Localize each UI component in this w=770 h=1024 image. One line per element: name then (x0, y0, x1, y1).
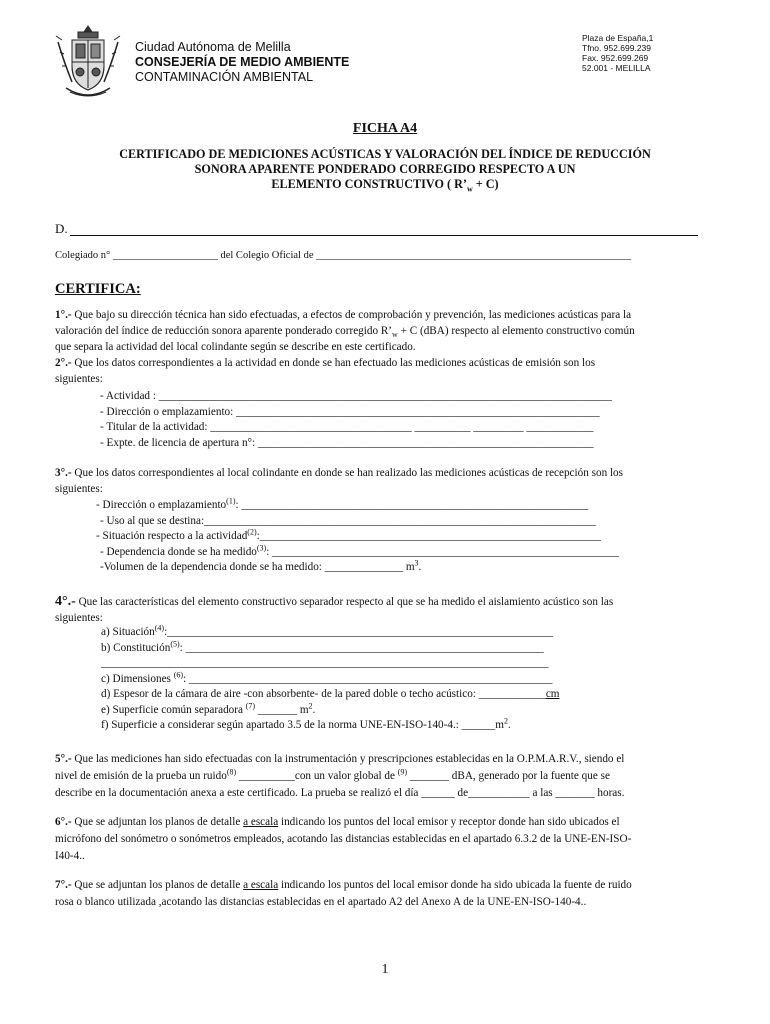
constitucion-field-2[interactable]: ________________________________________________________________________________ (101, 657, 549, 669)
situacion-elemento-field[interactable]: a) Situación$^{(4)}$:_____________________________________________________________________ (101, 623, 554, 638)
ficha-title: FICHA A4 (352, 121, 418, 136)
section-4: 4°.- Que las características del elemento constructivo separador respecto al que se ha medido el aislamiento acústico son las siguientes: (55, 594, 614, 624)
section-3: 3°.- Que los datos correspondientes al local colindante en donde se han realizado las mediciones acústicas de recepción son los siguientes: (55, 467, 624, 495)
situacion-field[interactable]: - Situación respecto a la actividad$^{(2)}$:_____________________________________________________________ (96, 527, 601, 542)
title-line-3: ELEMENTO CONSTRUCTIVO ( $R’_w + C$) (271, 177, 499, 194)
title-line-1: CERTIFICADO DE MEDICIONES ACÚSTICAS Y VALORACIÓN DEL ÍNDICE DE REDUCCIÓN (119, 147, 651, 161)
dimensiones-field[interactable]: c) Dimensiones $^{(6)}$: _________________________________________________________________ (101, 669, 553, 685)
direccion-field[interactable]: - Dirección o emplazamiento: _________________________________________________________________ (100, 405, 600, 418)
colegio-field[interactable]: ____________________________________________________________ (316, 250, 632, 261)
expediente-field[interactable]: - Expte. de licencia de apertura n°: ____________________________________________________________ (100, 436, 594, 449)
section-4-items (101, 625, 560, 734)
uso-field[interactable]: - Uso al que se destina:______________________________________________________________________ (100, 514, 596, 527)
colegiado-field[interactable]: ____________________ (112, 250, 218, 261)
colegiado-line (55, 248, 631, 264)
contact-fax: Fax. 952.699.269 (582, 53, 649, 63)
section-5: 5°.- Que las mediciones han sido efectuadas con la instrumentación y prescripciones establecidas en la O.P.M.A.R.V., siendo el nivel de emisión de la prueba un ruido$^{(8)}$ __________con un valor global de $^{(9)}$ _______ dBA, generado por la fuente que se describe en la documentación anexa a este certificado. La prueba se realizó el día ______ de___________ a las _______ horas. (55, 753, 625, 799)
title-line-2: SONORA APARENTE PONDERADO CORREGIDO RESPECTO A UN (194, 162, 576, 176)
contact-block (582, 33, 653, 73)
d-label: D. (55, 221, 68, 236)
section-2: 2°.- Que los datos correspondientes a la actividad en donde se han efectuado las mediciones acústicas de emisión son los siguientes: (55, 357, 596, 385)
actividad-field[interactable]: - Actividad : _________________________________________________________________________________ (100, 390, 612, 402)
dependencia-field[interactable]: - Dependencia donde se ha medido$^{(3)}$: ______________________________________________________________ (100, 542, 619, 558)
section-name: CONTAMINACIÓN AMBIENTAL (135, 70, 314, 84)
superficie-comun-field[interactable]: e) Superficie común separadora $^{(7)}$ _______ $m^2$. (101, 700, 316, 716)
coat-of-arms-logo (52, 22, 124, 100)
title-block (0, 147, 770, 192)
section-6: 6°.- Que se adjuntan los planos de detalle a escala indicando los puntos del local emisor y receptor donde han sido ubicados el micrófono del sonómetro o sonómetros empleados, acotando las distancias establecidas en el apartado 6.3.2 de la UNE-EN-ISO- I40-4.. (55, 816, 632, 862)
local-direccion-field[interactable]: - Dirección o emplazamiento$^{(1)}$: ______________________________________________________________ (96, 496, 589, 511)
d-name-field[interactable] (70, 235, 698, 236)
titular-field[interactable]: - Titular de la actividad: ____________________________________ __________ _________ ____________ (100, 421, 594, 433)
contact-phone: Tfno. 952.699.239 (582, 43, 652, 53)
section-1: 1°.- Que bajo su dirección técnica han sido efectuadas, a efectos de comprobación y prevención, las mediciones acústicas para la valoración del índice de reducción sonora aparente ponderado corregido $R’_w + C$ (dBA) respecto al elemento constructivo común que separa la actividad del local colindante según se describe en este certificado. (55, 309, 635, 353)
superficie-considerar-field[interactable]: f) Superficie a considerar según apartado 3.5 de la norma UNE-EN-ISO-140-4.: $\_\_\_\_\_\_m^2$. (101, 716, 511, 731)
org-name: Ciudad Autónoma de Melilla (135, 40, 291, 54)
section-3-items (96, 498, 619, 576)
constitucion-field[interactable]: b) Constitución$^{(5)}$: ________________________________________________________________ (101, 638, 544, 654)
section-7: 7°.- Que se adjuntan los planos de detalle a escala indicando los puntos del local emisor donde ha sido ubicada la fuente de ruido rosa o blanco utilizada ,acotando las distancias establecidas en el apartado A2 del Anexo A de la UNE-EN-ISO-140-4.. (55, 879, 632, 908)
colegio-label: del Colegio Oficial de (220, 250, 314, 261)
section-2-items (100, 389, 612, 451)
contact-postal: 52.001 - MELILLA (582, 63, 651, 73)
department-name: CONSEJERÍA DE MEDIO AMBIENTE (135, 55, 350, 69)
volumen-field[interactable]: -Volumen de la dependencia donde se ha medido: ______________ $m^3$. (100, 558, 422, 573)
espesor-field[interactable]: d) Espesor de la cámara de aire -con absorbente- de la pared doble o techo acústico: ____________cm (101, 688, 560, 700)
colegiado-label: Colegiado n° (55, 250, 111, 261)
contact-address: Plaza de España,1 (582, 33, 654, 43)
page-number: 1 (381, 962, 389, 977)
certifica-heading: CERTIFICA: (55, 281, 141, 297)
